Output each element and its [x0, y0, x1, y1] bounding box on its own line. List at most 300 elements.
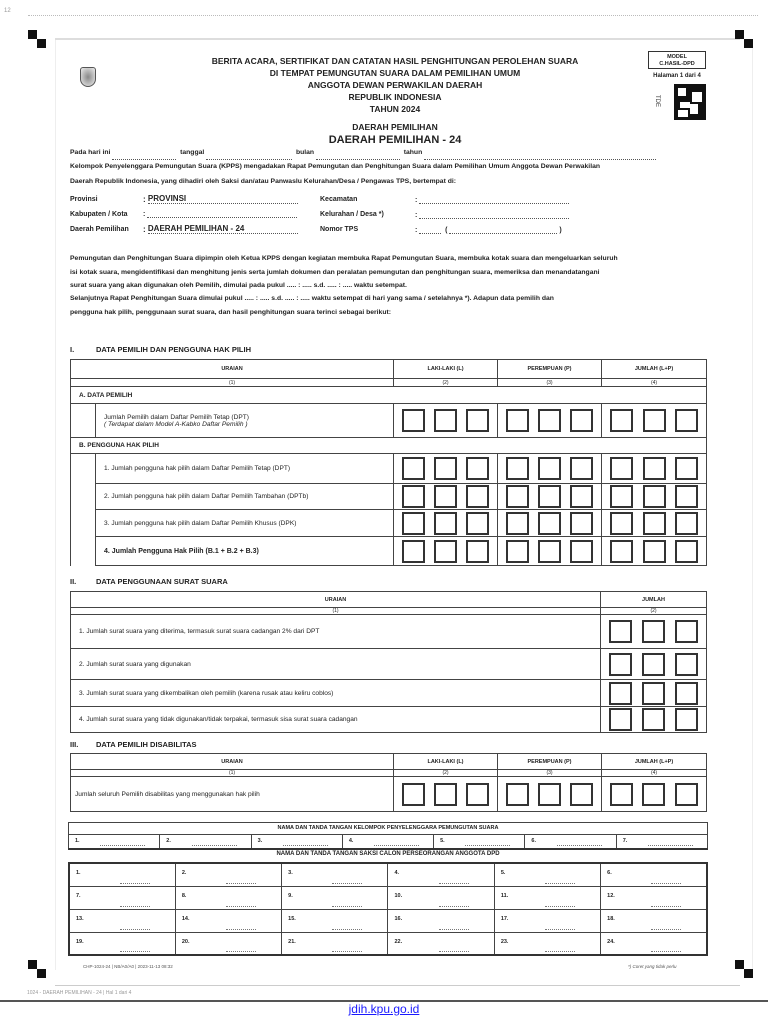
digit-box[interactable]: [610, 409, 633, 432]
digit-box[interactable]: [675, 485, 698, 508]
signature-number: 19.: [76, 938, 84, 945]
kpps-signature-cell[interactable]: [69, 835, 160, 849]
digit-box-group: [601, 649, 707, 680]
procedure-text: pengguna hak pilih, penggunaan surat suara, dan hasil penghitungan suara terinci sebagai berikut:: [70, 309, 392, 316]
saksi-signature-cell[interactable]: [69, 863, 175, 886]
tahun-label: tahun: [403, 149, 423, 156]
digit-box[interactable]: [538, 457, 561, 480]
signature-line: [374, 845, 419, 846]
signature-number: 1.: [75, 838, 80, 844]
signature-line: [545, 929, 575, 930]
digit-box[interactable]: [538, 512, 561, 535]
saksi-signature-cell[interactable]: [601, 863, 707, 886]
signature-number: 16.: [394, 915, 403, 922]
document-title: [150, 55, 640, 147]
signature-line: [226, 951, 256, 952]
tps-label: Nomor TPS: [320, 226, 359, 233]
digit-box[interactable]: [610, 540, 633, 563]
page-of: Halaman 1 dari 4: [653, 73, 701, 79]
section-title: DATA PEMILIH DAN PENGGUNA HAK PILIH: [96, 345, 251, 354]
digit-box[interactable]: [402, 783, 425, 806]
signature-number: 4.: [348, 838, 354, 844]
signature-line: [100, 845, 145, 846]
kpps-signature-cell[interactable]: [434, 835, 525, 849]
saksi-signature-cell[interactable]: [388, 909, 494, 932]
signature-line: [648, 845, 693, 846]
row-label: 3. Jumlah pengguna hak pilih dalam Daftar Pemilih Khusus (DPK): [96, 510, 394, 537]
digit-box[interactable]: [675, 457, 698, 480]
row-label: 2. Jumlah surat suara yang digunakan: [71, 649, 601, 680]
tps-field[interactable]: : ( ): [415, 227, 562, 234]
signature-line: [557, 845, 602, 846]
col-number: (4): [602, 379, 707, 387]
col-number: (1): [71, 770, 394, 777]
saksi-signature-cell[interactable]: [601, 909, 707, 932]
provinsi-value: PROVINSI: [148, 194, 298, 204]
digit-box[interactable]: [402, 485, 425, 508]
dpt-note: ( Terdapat dalam Model A-Kabko Daftar Pemilih ): [104, 420, 248, 428]
digit-box[interactable]: [506, 409, 529, 432]
digit-box[interactable]: [506, 783, 529, 806]
signature-number: 3.: [257, 838, 263, 844]
digit-box-group: [394, 777, 498, 812]
digit-box[interactable]: [643, 512, 666, 535]
digit-box[interactable]: [642, 708, 665, 731]
procedure-text: Selanjutnya Rapat Penghitungan Suara dimulai pukul ..... : ..... s.d. ..... : ..... waktu setempat di hari yang sama / setelahnya *). Adapun data pemilih dan: [70, 295, 554, 302]
digit-box[interactable]: [642, 653, 665, 676]
saksi-row: [69, 863, 707, 886]
kelurahan-label: Kelurahan / Desa *): [320, 211, 384, 218]
signature-line: [332, 883, 362, 884]
signature-number: 3.: [288, 870, 293, 876]
saksi-signature-cell[interactable]: [175, 909, 281, 932]
digit-box[interactable]: [570, 540, 593, 563]
title-line: BERITA ACARA, SERTIFIKAT DAN CATATAN HASIL PENGHITUNGAN PEROLEHAN SUARA: [211, 56, 579, 66]
signature-line: [120, 929, 150, 930]
provinsi-label: Provinsi: [70, 196, 98, 203]
digit-box[interactable]: [675, 409, 698, 432]
table-row: [71, 537, 707, 566]
digit-box[interactable]: [643, 457, 666, 480]
saksi-signature-cell[interactable]: [494, 909, 600, 932]
saksi-signature-cell[interactable]: [601, 886, 707, 909]
digit-box[interactable]: [675, 653, 698, 676]
kpps-signature-cell[interactable]: [616, 835, 707, 849]
digit-box[interactable]: [402, 512, 425, 535]
digit-box[interactable]: [643, 409, 666, 432]
signature-line: [545, 951, 575, 952]
saksi-signature-cell[interactable]: [69, 932, 175, 955]
title-line: ANGGOTA DEWAN PERWAKILAN DAERAH: [307, 80, 483, 90]
signature-number: 20.: [181, 938, 190, 945]
tahun-field[interactable]: [424, 152, 656, 160]
signature-line: [283, 845, 328, 846]
digit-box-group: [602, 510, 707, 537]
digit-box[interactable]: [466, 783, 489, 806]
kpps-title: NAMA DAN TANDA TANGAN KELOMPOK PENYELENGGARA PEMUNGUTAN SUARA: [69, 823, 708, 835]
col-number: (2): [601, 608, 707, 615]
saksi-signature-cell[interactable]: [388, 863, 494, 886]
table-row: [71, 707, 707, 733]
digit-box-group: [498, 537, 602, 566]
saksi-row: [69, 932, 707, 955]
cut-line: [28, 15, 758, 16]
dapil-field-label: Daerah Pemilihan: [70, 226, 129, 233]
signature-line: [651, 929, 681, 930]
header-jumlah: JUMLAH: [601, 592, 707, 608]
saksi-row: [69, 886, 707, 909]
digit-box[interactable]: [466, 540, 489, 563]
col-number: (1): [71, 379, 394, 387]
digit-box[interactable]: [642, 682, 665, 705]
digit-box[interactable]: [506, 457, 529, 480]
col-number: (2): [394, 379, 498, 387]
kabupaten-label: Kabupaten / Kota: [70, 211, 128, 218]
signature-line: [545, 906, 575, 907]
signature-number: 13.: [76, 915, 84, 922]
section-3-title: [70, 740, 197, 749]
signature-number: 21.: [288, 938, 296, 945]
digit-box[interactable]: [609, 682, 632, 705]
table-row: [71, 404, 707, 438]
signature-line: [651, 883, 681, 884]
signature-number: 9.: [288, 892, 293, 899]
signature-number: 2.: [181, 870, 187, 876]
dapil-label: DAERAH PEMILIHAN: [352, 122, 438, 132]
signature-number: 2.: [166, 838, 171, 844]
header-perempuan: PEREMPUAN (P): [498, 360, 602, 379]
digit-box[interactable]: [570, 457, 593, 480]
saksi-signature-cell[interactable]: [494, 932, 600, 955]
digit-box[interactable]: [434, 540, 457, 563]
signature-number: 18.: [607, 915, 615, 922]
col-number: (1): [71, 608, 601, 615]
registration-marker: [735, 30, 753, 48]
digit-box[interactable]: [609, 653, 632, 676]
signature-line: [439, 883, 469, 884]
signature-number: 1.: [76, 870, 81, 876]
digit-box-group: [498, 484, 602, 510]
saksi-signature-table: [68, 862, 708, 956]
section-2-title: [70, 577, 228, 586]
digit-box-group: [602, 777, 707, 812]
digit-box[interactable]: [466, 457, 489, 480]
col-number: (2): [394, 770, 498, 777]
table-row: [71, 510, 707, 537]
saksi-signature-cell[interactable]: [175, 886, 281, 909]
digit-box[interactable]: [506, 540, 529, 563]
registration-marker: [735, 960, 753, 978]
section-number: II.: [70, 577, 77, 586]
signature-number: 24.: [607, 938, 615, 945]
digit-box-group: [602, 404, 707, 438]
row-label: Jumlah seluruh Pemilih disabilitas yang menggunakan hak pilih: [71, 777, 394, 812]
signature-number: 5.: [440, 838, 445, 844]
page-marker: 12: [4, 8, 11, 14]
intro-text: Daerah Republik Indonesia, yang dihadiri oleh Saksi dan/atau Panwaslu Kelurahan/Desa / Pengawas TPS, bertempat di:: [70, 178, 457, 185]
provinsi-field[interactable]: : PROVINSI: [143, 194, 298, 204]
qr-label: TDE: [654, 95, 660, 107]
digit-box[interactable]: [466, 512, 489, 535]
digit-box[interactable]: [675, 540, 698, 563]
digit-box[interactable]: [434, 783, 457, 806]
kpps-signature-cell[interactable]: [525, 835, 616, 849]
digit-box[interactable]: [675, 783, 698, 806]
row-label: 4. Jumlah Pengguna Hak Pilih (B.1 + B.2 + B.3): [96, 537, 394, 566]
digit-box[interactable]: [675, 512, 698, 535]
signature-number: 7.: [76, 892, 81, 899]
digit-box-group: [602, 454, 707, 484]
digit-box[interactable]: [675, 682, 698, 705]
header-uraian: URAIAN: [71, 754, 394, 770]
table-row: [71, 777, 707, 812]
col-number: (3): [498, 770, 602, 777]
digit-box-group: [602, 537, 707, 566]
table-row: [71, 615, 707, 649]
digit-box[interactable]: [538, 409, 561, 432]
table-row: [71, 454, 707, 484]
title-line: REPUBLIK INDONESIA: [348, 92, 442, 102]
saksi-signature-cell[interactable]: [69, 886, 175, 909]
saksi-row: [69, 909, 707, 932]
digit-box-group: [498, 404, 602, 438]
date-line: [70, 146, 656, 160]
procedure-text: Pemungutan dan Penghitungan Suara dipimpin oleh Ketua KPPS dengan kegiatan membuka Rapat Pemungutan Suara, membuka kotak suara dan mengeluarkan seluruh: [70, 255, 618, 262]
digit-box[interactable]: [643, 485, 666, 508]
saksi-signature-cell[interactable]: [282, 909, 388, 932]
dpt-line: Jumlah Pemilih dalam Daftar Pemilih Tetap (DPT): [104, 413, 249, 421]
digit-box-group: [394, 510, 498, 537]
digit-box[interactable]: [434, 485, 457, 508]
signature-number: 6.: [531, 838, 536, 844]
digit-box[interactable]: [434, 457, 457, 480]
digit-box[interactable]: [538, 485, 561, 508]
digit-box[interactable]: [675, 620, 698, 643]
top-rule: [55, 38, 740, 40]
digit-box[interactable]: [402, 540, 425, 563]
signature-line: [439, 906, 469, 907]
signature-line: [120, 951, 150, 952]
digit-box[interactable]: [506, 512, 529, 535]
section-title: DATA PENGGUNAAN SURAT SUARA: [96, 577, 228, 586]
saksi-signature-cell[interactable]: [601, 932, 707, 955]
header-jumlah: JUMLAH (L+P): [602, 754, 707, 770]
row-label: 3. Jumlah surat suara yang dikembalikan oleh pemilih (karena rusak atau keliru coblos): [71, 680, 601, 707]
signature-line: [439, 951, 469, 952]
digit-box-group: [498, 510, 602, 537]
kpps-signature-cell[interactable]: [342, 835, 433, 849]
digit-box[interactable]: [466, 409, 489, 432]
registration-marker: [28, 30, 46, 48]
digit-box[interactable]: [434, 409, 457, 432]
digit-box-group: [601, 615, 707, 649]
bulan-label: bulan: [295, 149, 315, 156]
digit-box[interactable]: [610, 512, 633, 535]
saksi-signature-cell[interactable]: [494, 886, 600, 909]
digit-box[interactable]: [675, 708, 698, 731]
kecamatan-field[interactable]: :: [415, 196, 569, 204]
signature-number: 6.: [607, 870, 612, 876]
signature-line: [651, 951, 681, 952]
tanggal-field[interactable]: [206, 152, 292, 160]
signature-line: [465, 845, 510, 846]
digit-box[interactable]: [570, 783, 593, 806]
col-number: (4): [602, 770, 707, 777]
procedure-text: surat suara yang akan digunakan oleh Pemilih, dimulai pada pukul ..... : ..... s.d. ..... : ..... waktu setempat.: [70, 282, 407, 289]
signature-number: 4.: [394, 870, 400, 876]
bottom-rule: [55, 985, 740, 986]
table-row: [71, 649, 707, 680]
row-label: 2. Jumlah pengguna hak pilih dalam Daftar Pemilih Tambahan (DPTb): [96, 484, 394, 510]
hari-field[interactable]: [112, 152, 176, 160]
signature-line: [226, 929, 256, 930]
digit-box[interactable]: [570, 485, 593, 508]
signature-number: 8.: [181, 892, 187, 899]
voter-data-table: [70, 359, 707, 566]
digit-box[interactable]: [402, 409, 425, 432]
signature-line: [439, 929, 469, 930]
digit-box[interactable]: [643, 540, 666, 563]
doc-code: CHP-1024-24 | NB/A0/A0 | 2023-11-13 08:32: [83, 964, 173, 969]
digit-box-group: [498, 454, 602, 484]
signature-line: [120, 883, 150, 884]
signature-line: [192, 845, 237, 846]
digit-box-group: [601, 680, 707, 707]
group-b-label: B. PENGGUNA HAK PILIH: [71, 438, 707, 454]
section-title: DATA PEMILIH DISABILITAS: [96, 740, 197, 749]
header-jumlah: JUMLAH (L+P): [602, 360, 707, 379]
group-a-label: A. DATA PEMILIH: [71, 387, 707, 404]
signature-number: 23.: [500, 938, 509, 945]
saksi-signature-cell[interactable]: [175, 932, 281, 955]
jdih-link[interactable]: jdih.kpu.go.id: [348, 1002, 420, 1016]
digit-box-group: [602, 484, 707, 510]
signature-number: 14.: [181, 915, 190, 922]
saksi-signature-cell[interactable]: [175, 863, 281, 886]
header-laki: LAKI-LAKI (L): [394, 360, 498, 379]
dpt-label: [96, 404, 394, 438]
dapil-value: DAERAH PEMILIHAN - 24: [328, 134, 462, 146]
saksi-signature-cell[interactable]: [69, 909, 175, 932]
signature-number: 11.: [500, 892, 509, 899]
signature-number: 7.: [622, 838, 628, 844]
signature-number: 5.: [500, 870, 506, 876]
disability-table: [70, 753, 707, 812]
kpps-signature-cell[interactable]: [251, 835, 342, 849]
tanggal-label: tanggal: [180, 149, 205, 156]
section-number: I.: [70, 345, 75, 354]
digit-box-group: [498, 777, 602, 812]
page-label: 1024 - DAERAH PEMILIHAN - 24 | Hal 1 dari 4: [27, 990, 132, 996]
row-label: 1. Jumlah surat suara yang diterima, termasuk surat suara cadangan 2% dari DPT: [71, 615, 601, 649]
digit-box-group: [601, 707, 707, 733]
qr-code-icon: [674, 84, 706, 120]
digit-box[interactable]: [434, 512, 457, 535]
signature-number: 15.: [288, 915, 296, 922]
signature-line: [332, 951, 362, 952]
row-label: 4. Jumlah surat suara yang tidak digunakan/tidak terpakai, termasuk sisa surat suara cadangan: [71, 707, 601, 733]
digit-box[interactable]: [570, 409, 593, 432]
signature-line: [226, 906, 256, 907]
saksi-signature-cell[interactable]: [388, 932, 494, 955]
model-label: MODEL: [667, 54, 687, 60]
saksi-signature-cell[interactable]: [388, 886, 494, 909]
saksi-signature-cell[interactable]: [282, 863, 388, 886]
registration-marker: [28, 960, 46, 978]
signature-number: 12.: [607, 892, 615, 899]
digit-box-group: [394, 537, 498, 566]
signature-number: 17.: [500, 915, 509, 922]
signature-line: [332, 906, 362, 907]
signature-line: [120, 906, 150, 907]
title-line: TAHUN 2024: [369, 104, 421, 114]
digit-box[interactable]: [466, 485, 489, 508]
header-perempuan: PEREMPUAN (P): [498, 754, 602, 770]
title-line: DI TEMPAT PEMUNGUTAN SUARA DALAM PEMILIHAN UMUM: [269, 68, 521, 78]
kabupaten-field[interactable]: :: [143, 210, 297, 218]
digit-box[interactable]: [506, 485, 529, 508]
saksi-signature-cell[interactable]: [494, 863, 600, 886]
digit-box[interactable]: [609, 708, 632, 731]
digit-box-group: [394, 404, 498, 438]
digit-box[interactable]: [570, 512, 593, 535]
model-box: [648, 51, 706, 69]
digit-box[interactable]: [609, 620, 632, 643]
digit-box[interactable]: [610, 485, 633, 508]
signature-number: 22.: [394, 938, 403, 945]
signature-line: [226, 883, 256, 884]
header-laki: LAKI-LAKI (L): [394, 754, 498, 770]
model-code: C.HASIL-DPD: [659, 61, 695, 67]
bulan-field[interactable]: [316, 152, 400, 160]
signature-line: [545, 883, 575, 884]
header-uraian: URAIAN: [71, 592, 601, 608]
digit-box[interactable]: [610, 783, 633, 806]
procedure-text: isi kotak suara, mengidentifikasi dan menghitung jenis serta jumlah dokumen dan peralatan pemungutan dan penghitungan suara, memeriksa dan menandatangani: [70, 269, 600, 276]
table-row: [71, 680, 707, 707]
hari-label: Pada hari ini: [70, 149, 111, 156]
kelurahan-field[interactable]: :: [415, 211, 569, 219]
saksi-signature-cell[interactable]: [282, 932, 388, 955]
section-number: III.: [70, 740, 79, 749]
digit-box[interactable]: [538, 783, 561, 806]
signature-number: 10.: [394, 892, 403, 899]
dapil-field[interactable]: : DAERAH PEMILIHAN - 24: [143, 224, 298, 234]
kpps-signature-cell[interactable]: [160, 835, 251, 849]
signature-line: [651, 906, 681, 907]
header-uraian: URAIAN: [71, 360, 394, 379]
saksi-signature-cell[interactable]: [282, 886, 388, 909]
digit-box-group: [394, 454, 498, 484]
digit-box[interactable]: [610, 457, 633, 480]
dapil-field-value: DAERAH PEMILIHAN - 24: [148, 224, 298, 234]
digit-box[interactable]: [642, 783, 665, 806]
signature-line: [332, 929, 362, 930]
frame-left: [55, 40, 56, 970]
section-1-title: [70, 345, 251, 354]
frame-right: [752, 40, 753, 970]
digit-box[interactable]: [538, 540, 561, 563]
digit-box[interactable]: [642, 620, 665, 643]
saksi-title: NAMA DAN TANDA TANGAN SAKSI CALON PERSEORANGAN ANGGOTA DPD: [276, 851, 500, 857]
kpu-logo-icon: [80, 67, 96, 87]
col-number: (3): [498, 379, 602, 387]
footnote: *) Coret yang tidak perlu: [628, 964, 677, 969]
ballot-usage-table: [70, 591, 707, 733]
intro-text: Kelompok Penyelenggara Pemungutan Suara (KPPS) mengadakan Rapat Pemungutan dan Penghitungan Suara dalam Pemilihan Umum Anggota Dewan Perwakilan: [70, 163, 601, 170]
digit-box[interactable]: [402, 457, 425, 480]
table-row: [71, 484, 707, 510]
